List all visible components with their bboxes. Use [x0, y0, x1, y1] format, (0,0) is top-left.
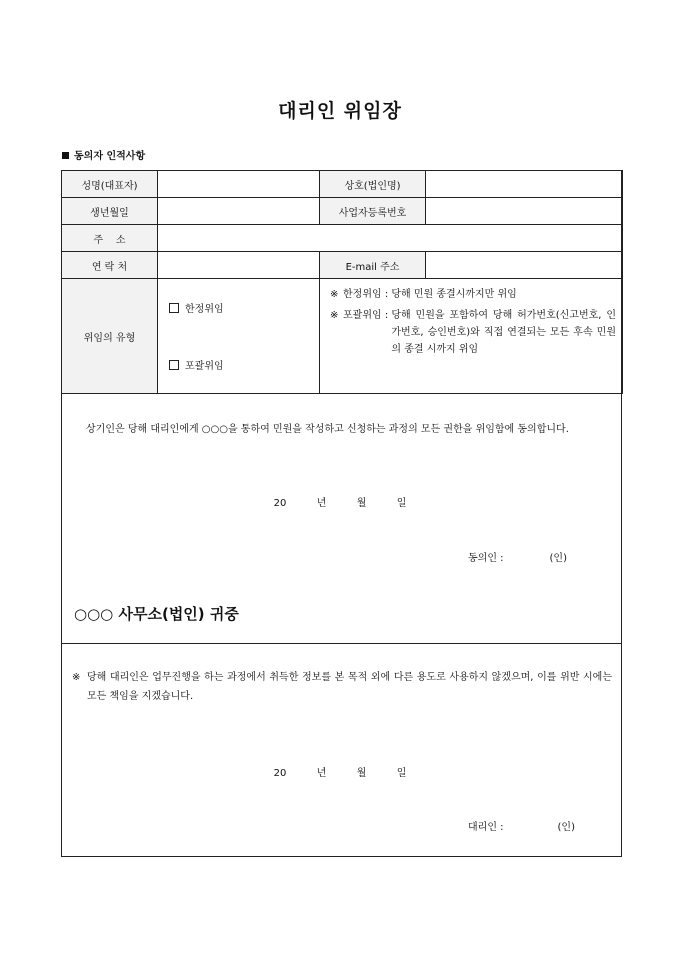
address-field[interactable]: [158, 225, 623, 252]
office-recipient: ○○○ 사무소(법인) 귀중: [74, 605, 239, 623]
note-comprehensive: [330, 307, 616, 358]
checkbox-comprehensive[interactable]: [169, 360, 179, 370]
table-row: [62, 198, 623, 225]
page-title: 대리인 위임장: [278, 100, 402, 122]
contact-label: 연 락 처: [62, 252, 158, 279]
consent-signer-label: 동의인 :: [468, 553, 504, 564]
info-table: [61, 170, 623, 394]
note-mark: ※: [330, 310, 339, 321]
option-limited[interactable]: [169, 300, 319, 315]
agent-signature: [468, 818, 575, 833]
section-header-label: 동의자 인적사항: [74, 151, 146, 162]
email-field[interactable]: [426, 252, 623, 279]
name-label: 성명(대표자): [62, 171, 158, 198]
note-mark: ※: [330, 289, 339, 300]
square-bullet-icon: [62, 152, 69, 159]
note-limited-head: 한정위임 :: [343, 289, 392, 300]
table-row: [62, 171, 623, 198]
pledge-text: 당해 대리인은 업무진행을 하는 과정에서 취득한 정보를 본 목적 외에 다른 용도로 사용하지 않겠으며, 이를 위반 시에는 모든 책임을 지겠습니다.: [87, 672, 612, 702]
birth-field[interactable]: [158, 198, 320, 225]
address-label: 주 소: [62, 225, 158, 252]
email-label: E-mail 주소: [320, 252, 426, 279]
option-comprehensive[interactable]: [169, 357, 319, 372]
note-comprehensive-body: 당해 민원을 포함하여 당해 허가번호(신고번호, 인가번호, 승인번호)와 직접 연결되는 모든 후속 민원의 종결 시까지 위임: [391, 310, 616, 355]
checkbox-limited[interactable]: [169, 303, 179, 313]
delegation-label: 위임의 유형: [62, 279, 158, 394]
pledge-mark: ※: [72, 672, 81, 683]
consent-date: 20 년 월 일: [273, 498, 407, 509]
delegation-notes: [320, 279, 623, 394]
name-field[interactable]: [158, 171, 320, 198]
company-field[interactable]: [426, 171, 623, 198]
consent-signature: [468, 549, 567, 564]
note-limited-body: 당해 민원 종결시까지만 위임: [391, 289, 517, 300]
contact-field[interactable]: [158, 252, 320, 279]
table-row: [62, 279, 623, 394]
section-header: [62, 147, 145, 162]
option-limited-label: 한정위임: [185, 304, 224, 315]
agent-seal: (인): [557, 822, 575, 833]
pledge-date: 20 년 월 일: [273, 768, 407, 779]
company-label: 상호(법인명): [320, 171, 426, 198]
consent-text: 상기인은 당해 대리인에게 ○○○을 통하여 민원을 작성하고 신청하는 과정의 모든 권한을 위임함에 동의합니다.: [86, 424, 569, 435]
pledge: [72, 668, 612, 706]
note-comprehensive-head: 포괄위임 :: [343, 310, 392, 321]
bizno-label: 사업자등록번호: [320, 198, 426, 225]
delegation-options: [158, 279, 320, 394]
table-row: [62, 252, 623, 279]
birth-label: 생년월일: [62, 198, 158, 225]
divider: [61, 643, 622, 644]
consent-seal: (인): [549, 553, 567, 564]
option-comprehensive-label: 포괄위임: [185, 361, 224, 372]
bizno-field[interactable]: [426, 198, 623, 225]
table-row: [62, 225, 623, 252]
agent-signer-label: 대리인 :: [468, 822, 504, 833]
note-limited: [330, 286, 616, 303]
